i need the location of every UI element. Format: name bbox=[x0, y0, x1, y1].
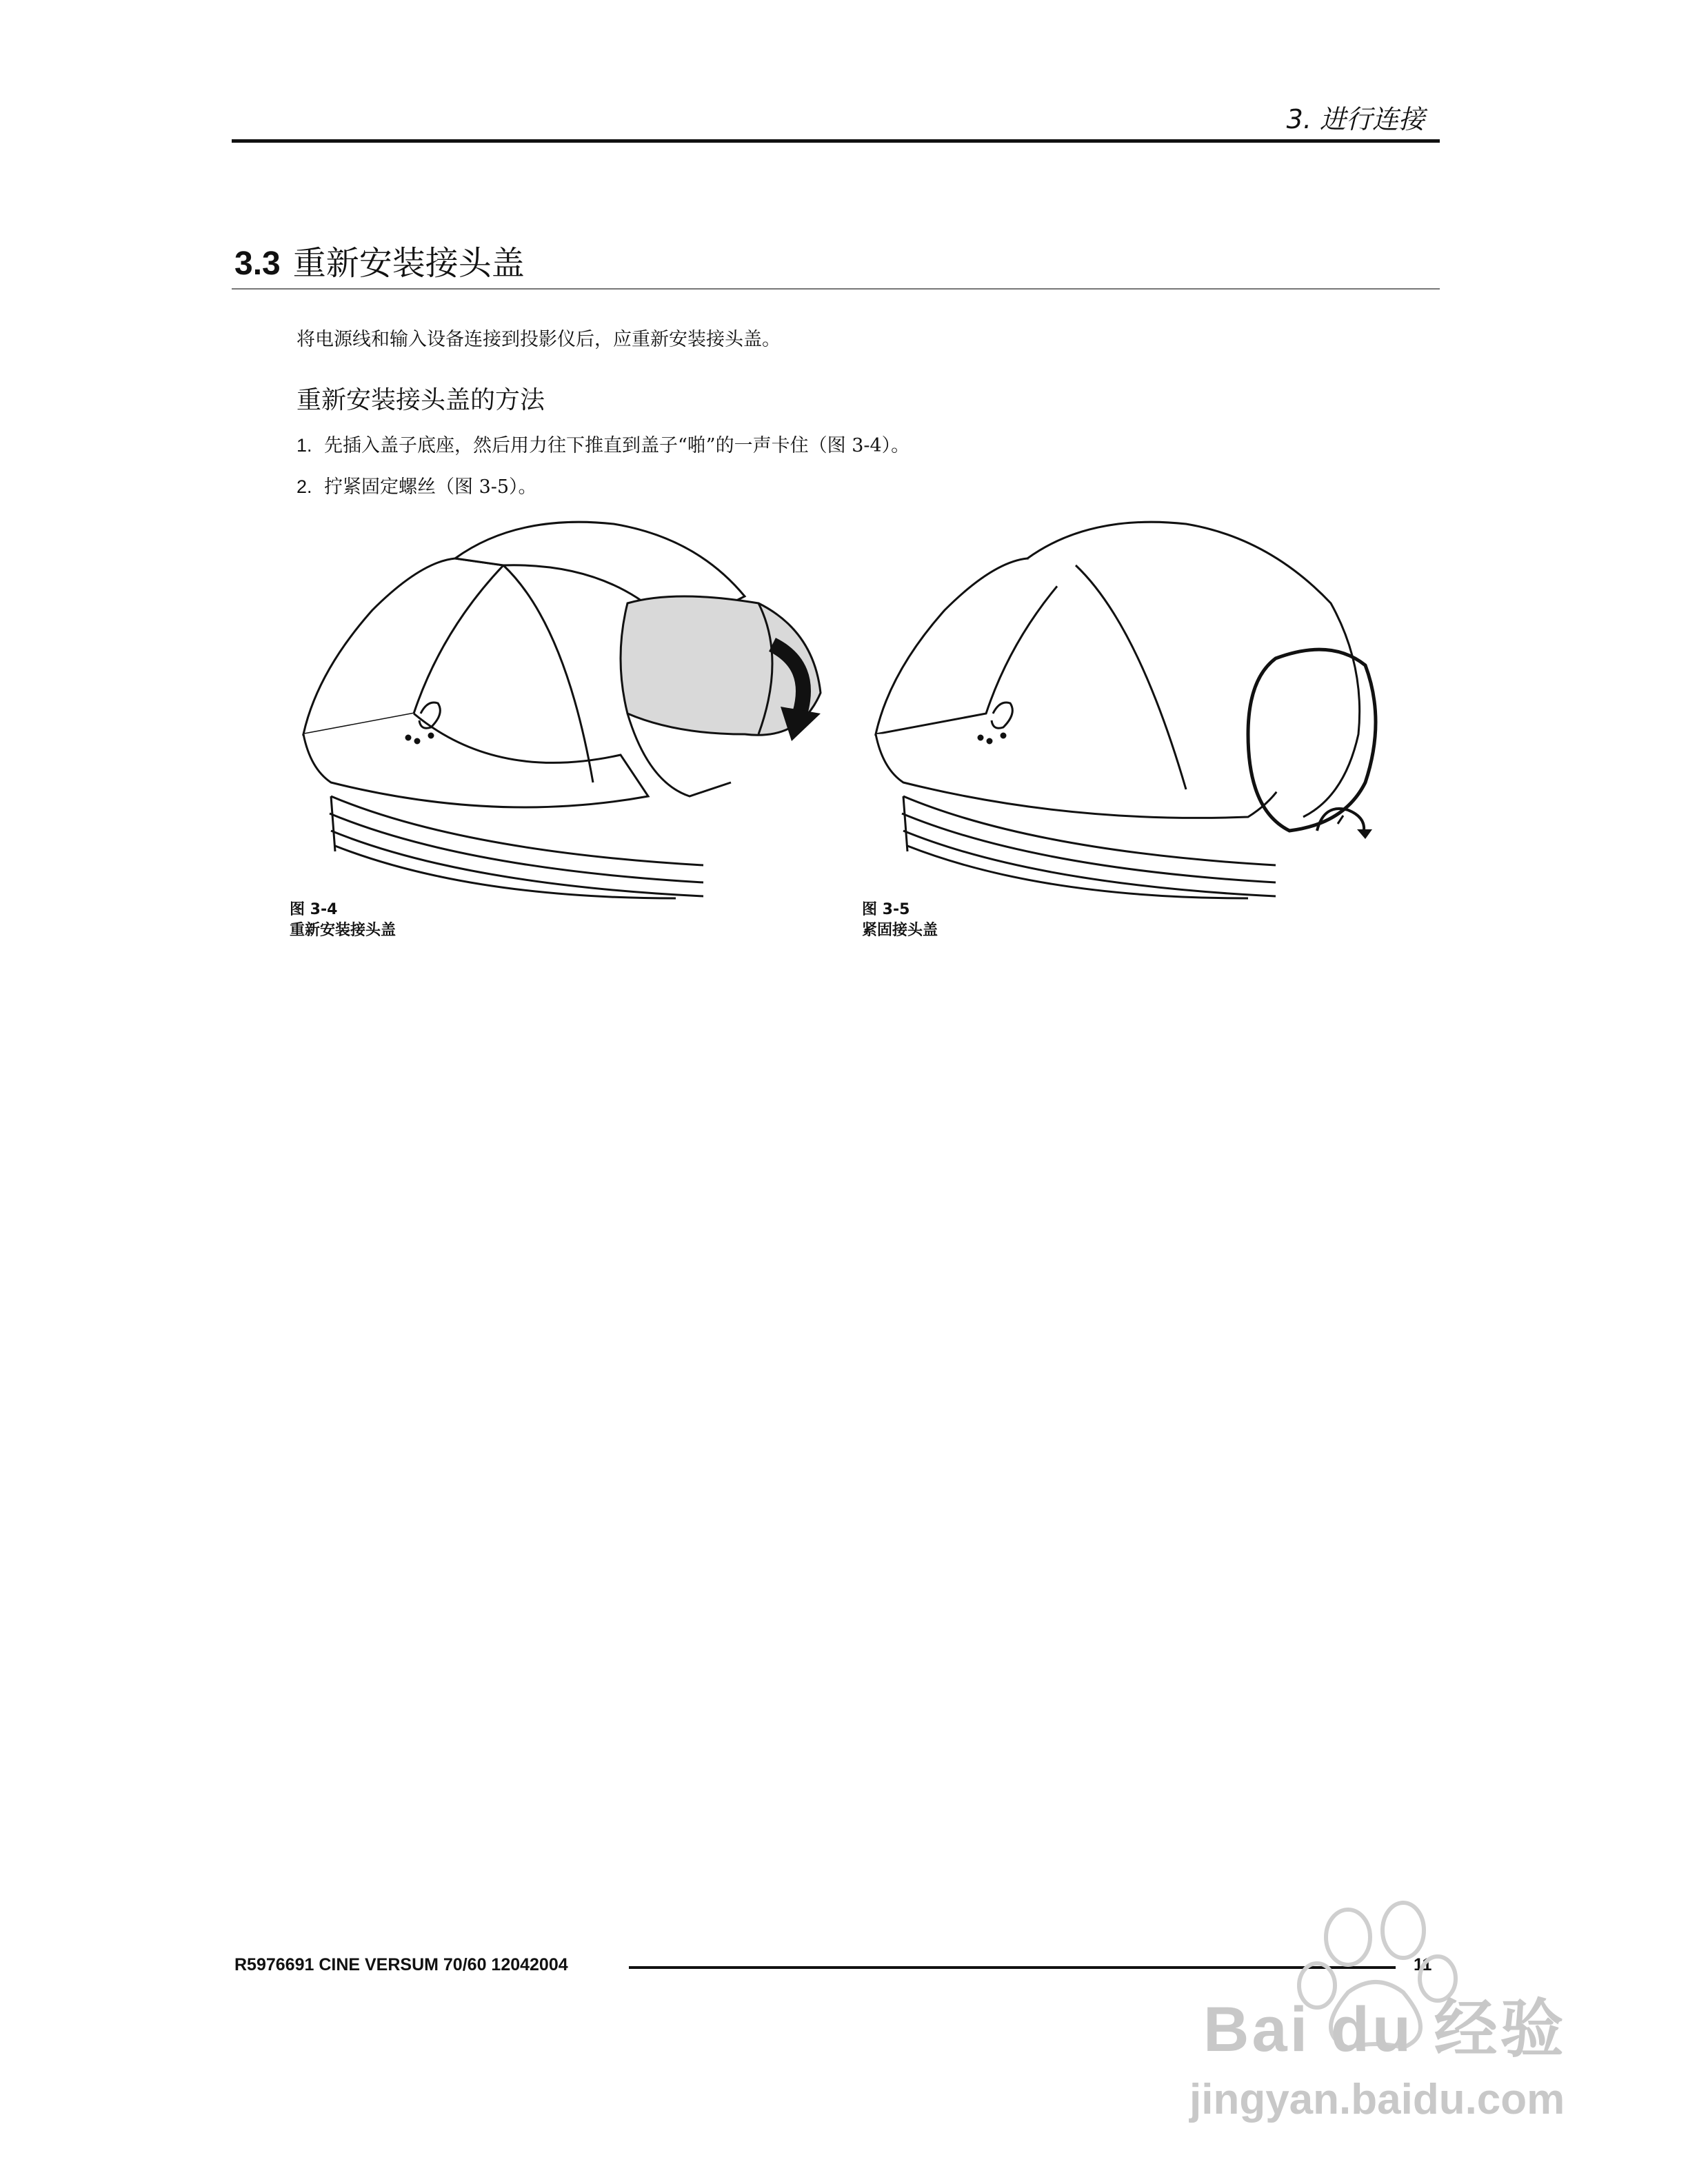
section-title-text: 重新安装接头盖 bbox=[292, 244, 525, 283]
footer-document-code: R5976691 CINE VERSUM 70/60 12042004 bbox=[234, 1955, 568, 1974]
header-rule bbox=[232, 139, 1440, 143]
step-text: 拧紧固定螺丝（图 3-5）。 bbox=[324, 476, 537, 498]
intro-paragraph: 将电源线和输入设备连接到投影仪后，应重新安装接头盖。 bbox=[297, 329, 781, 350]
section-rule bbox=[232, 288, 1440, 290]
figure-caption: 重新安装接头盖 bbox=[290, 922, 396, 939]
figure-3-4 bbox=[290, 507, 841, 941]
projector-insert-cover-illustration bbox=[290, 507, 841, 900]
baidu-watermark bbox=[1176, 1875, 1603, 2165]
projector-tighten-cover-illustration bbox=[862, 507, 1414, 900]
watermark-url: jingyan.baidu.com bbox=[1189, 2076, 1565, 2123]
running-header: 3. 进行连接 bbox=[1286, 104, 1425, 134]
step-text: 先插入盖子底座，然后用力往下推直到盖子“啪”的一声卡住（图 3-4）。 bbox=[324, 435, 910, 456]
section-title bbox=[234, 243, 525, 285]
figure-caption: 紧固接头盖 bbox=[862, 922, 938, 939]
step-1 bbox=[297, 430, 910, 457]
figure-number: 图 3-5 bbox=[862, 901, 910, 918]
page-number: 11 bbox=[1414, 1955, 1432, 1974]
step-number: 1. bbox=[297, 435, 312, 456]
section-number: 3.3 bbox=[234, 245, 281, 282]
watermark-brand: Bai du 经验 bbox=[1203, 1994, 1567, 2065]
step-2 bbox=[297, 472, 537, 498]
figure-number: 图 3-4 bbox=[290, 901, 338, 918]
figure-3-5 bbox=[862, 507, 1414, 941]
procedure-heading: 重新安装接头盖的方法 bbox=[297, 386, 545, 414]
step-number: 2. bbox=[297, 476, 312, 497]
